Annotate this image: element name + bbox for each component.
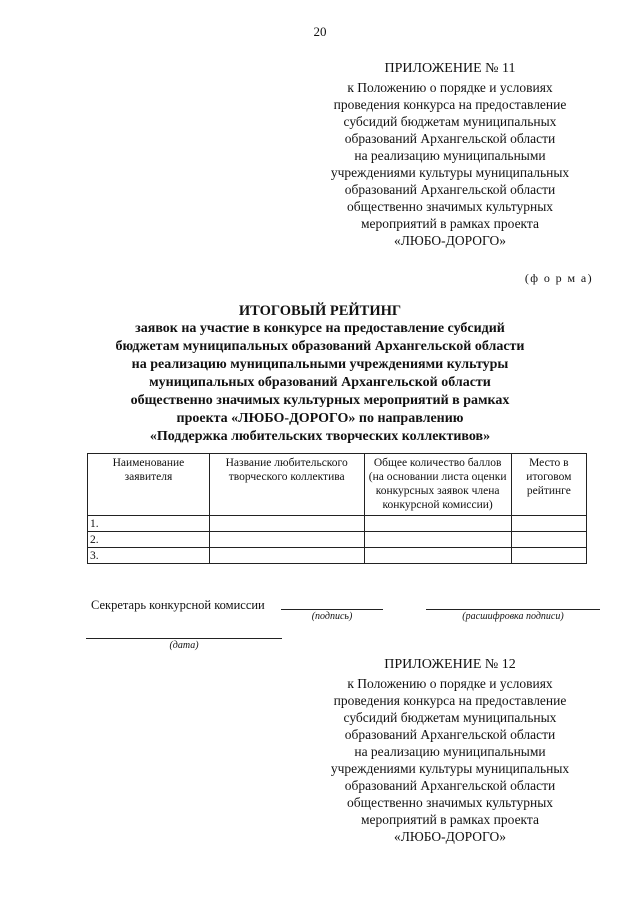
- table-cell: 2.: [88, 532, 210, 548]
- appendix-11-line: проведения конкурса на предоставление: [333, 97, 567, 112]
- appendix-11-line: мероприятий в рамках проекта: [361, 216, 539, 231]
- appendix-11-line: на реализацию муниципальными: [354, 148, 546, 163]
- appendix-12-heading: ПРИЛОЖЕНИЕ № 12: [384, 657, 516, 672]
- appendix-11-line: учреждениями культуры муниципальных: [330, 165, 570, 180]
- appendix-11-block: [300, 60, 600, 249]
- header-applicant: Наименование заявителя: [88, 454, 210, 516]
- decoding-note: (расшифровка подписи): [462, 611, 564, 622]
- appendix-12-block: [300, 656, 600, 845]
- appendix-11-line: к Положению о порядке и условиях: [347, 80, 553, 95]
- signature-line: [281, 609, 383, 610]
- appendix-12-line: «ЛЮБО-ДОРОГО»: [393, 829, 507, 844]
- appendix-12-line: к Положению о порядке и условиях: [347, 676, 553, 691]
- appendix-11-line: «ЛЮБО-ДОРОГО»: [393, 233, 507, 248]
- appendix-12-line: субсидий бюджетам муниципальных: [343, 710, 557, 725]
- rating-subtitle-line: муниципальных образований Архангельской области: [149, 375, 491, 390]
- appendix-11-line: общественно значимых культурных: [346, 199, 554, 214]
- table-cell: [364, 532, 511, 548]
- table-cell: [364, 516, 511, 532]
- appendix-12-line: образований Архангельской области: [344, 727, 556, 742]
- rating-subtitle-line: «Поддержка любительских творческих коллективов»: [149, 429, 491, 444]
- table-cell: [364, 548, 511, 564]
- page-number: 20: [313, 24, 327, 39]
- appendix-12-line: проведения конкурса на предоставление: [333, 693, 567, 708]
- table-cell: [511, 516, 586, 532]
- date-note: (дата): [169, 640, 199, 651]
- rating-table: [87, 453, 587, 564]
- table-header-row: [88, 454, 587, 516]
- table-cell: [209, 532, 364, 548]
- appendix-11-line: образований Архангельской области: [344, 131, 556, 146]
- appendix-11-line: образований Архангельской области: [344, 182, 556, 197]
- header-place: Место в итоговом рейтинге: [511, 454, 586, 516]
- appendix-12-line: мероприятий в рамках проекта: [361, 812, 539, 827]
- appendix-12-line: образований Архангельской области: [344, 778, 556, 793]
- appendix-12-line: общественно значимых культурных: [346, 795, 554, 810]
- table-row: [88, 516, 587, 532]
- table-cell: [511, 548, 586, 564]
- appendix-11-heading: ПРИЛОЖЕНИЕ № 11: [384, 61, 516, 76]
- table-cell: 3.: [88, 548, 210, 564]
- rating-title: ИТОГОВЫЙ РЕЙТИНГ: [238, 303, 402, 319]
- table-cell: [511, 532, 586, 548]
- rating-subtitle-line: заявок на участие в конкурсе на предоставление субсидий: [135, 321, 505, 336]
- table-cell: [209, 548, 364, 564]
- secretary-label: Секретарь конкурсной комиссии: [91, 598, 265, 612]
- rating-subtitle-line: проекта «ЛЮБО-ДОРОГО» по направлению: [176, 411, 464, 426]
- table-cell: 1.: [88, 516, 210, 532]
- rating-subtitle-line: на реализацию муниципальными учреждениями культуры: [131, 357, 509, 372]
- appendix-12-line: учреждениями культуры муниципальных: [330, 761, 570, 776]
- rating-title-block: [110, 302, 530, 446]
- appendix-12-line: на реализацию муниципальными: [354, 744, 546, 759]
- signature-note: (подпись): [311, 611, 353, 622]
- decoding-line: [426, 609, 600, 610]
- appendix-11-line: субсидий бюджетам муниципальных: [343, 114, 557, 129]
- form-label: (ф о р м а): [524, 271, 593, 285]
- table-cell: [209, 516, 364, 532]
- date-line: [86, 638, 282, 639]
- rating-subtitle-line: общественно значимых культурных мероприятий в рамках: [130, 393, 510, 408]
- rating-subtitle-line: бюджетам муниципальных образований Архангельской области: [115, 339, 525, 354]
- table-row: [88, 548, 587, 564]
- header-total-score: Общее количество баллов (на основании листа оценки конкурсных заявок члена конкурсной комиссии): [364, 454, 511, 516]
- header-collective: Название любительского творческого коллектива: [209, 454, 364, 516]
- table-row: [88, 532, 587, 548]
